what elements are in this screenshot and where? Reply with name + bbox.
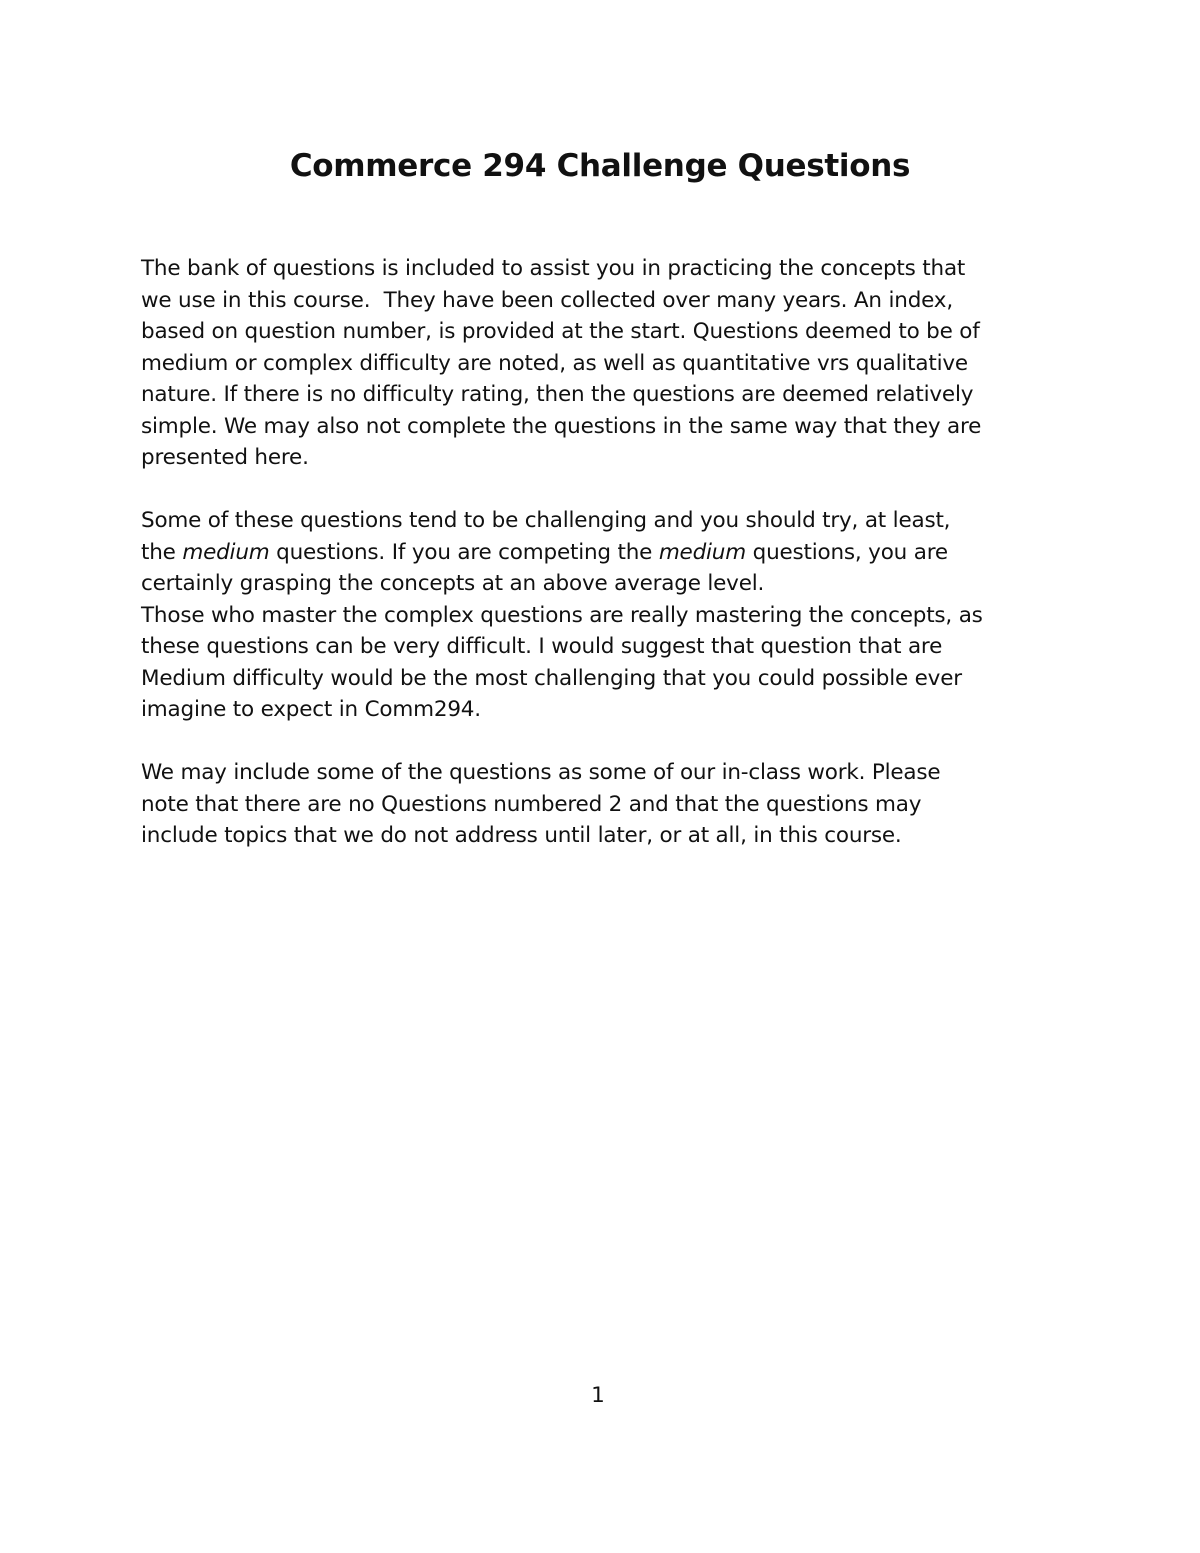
text-line: certainly grasping the concepts at an above average level. — [141, 571, 765, 596]
text-line: these questions can be very difficult. I would suggest that question that are — [141, 634, 943, 659]
text-line: Those who master the complex questions are really mastering the concepts, as — [141, 602, 983, 628]
text-line-with-emphasis — [141, 537, 1081, 569]
text-line: we use in this course. They have been collected over many years. An index, — [141, 287, 953, 313]
text-line: imagine to expect in Comm294. — [141, 697, 481, 722]
text-line: We may include some of the questions as some of our in-class work. Please — [141, 760, 941, 785]
text-line: Some of these questions tend to be challenging and you should try, at least, — [141, 508, 951, 533]
text-line: simple. We may also not complete the questions in the same way that they are — [141, 413, 982, 439]
paragraph-spacer — [141, 474, 1081, 506]
page-number: 1 — [591, 1383, 605, 1408]
text-line: presented here. — [141, 445, 309, 470]
text-fragment: the — [141, 539, 183, 565]
text-fragment: questions. If you are competing the — [269, 539, 659, 565]
text-line: nature. If there is no difficulty rating, then the questions are deemed relatively — [141, 382, 974, 407]
text-line: note that there are no Questions numbered 2 and that the questions may — [141, 791, 922, 817]
text-line: The bank of questions is included to assist you in practicing the concepts that — [141, 256, 966, 281]
in-class-paragraph — [141, 757, 1081, 852]
text-line: include topics that we do not address until later, or at all, in this course. — [141, 823, 902, 848]
text-fragment: questions, you are — [745, 539, 948, 565]
paragraph-spacer — [141, 726, 1081, 758]
text-line: based on question number, is provided at the start. Questions deemed to be of — [141, 319, 980, 344]
text-line: medium or complex difficulty are noted, as well as quantitative vrs qualitative — [141, 350, 968, 376]
intro-paragraph — [141, 253, 1081, 474]
text-line: Medium difficulty would be the most challenging that you could possible ever — [141, 665, 962, 691]
emphasis-medium: medium — [658, 539, 746, 565]
emphasis-medium: medium — [182, 539, 270, 565]
document-body — [141, 253, 1081, 852]
page-title: Commerce 294 Challenge Questions — [289, 148, 911, 184]
challenge-paragraph — [141, 505, 1081, 600]
mastery-paragraph — [141, 600, 1081, 726]
